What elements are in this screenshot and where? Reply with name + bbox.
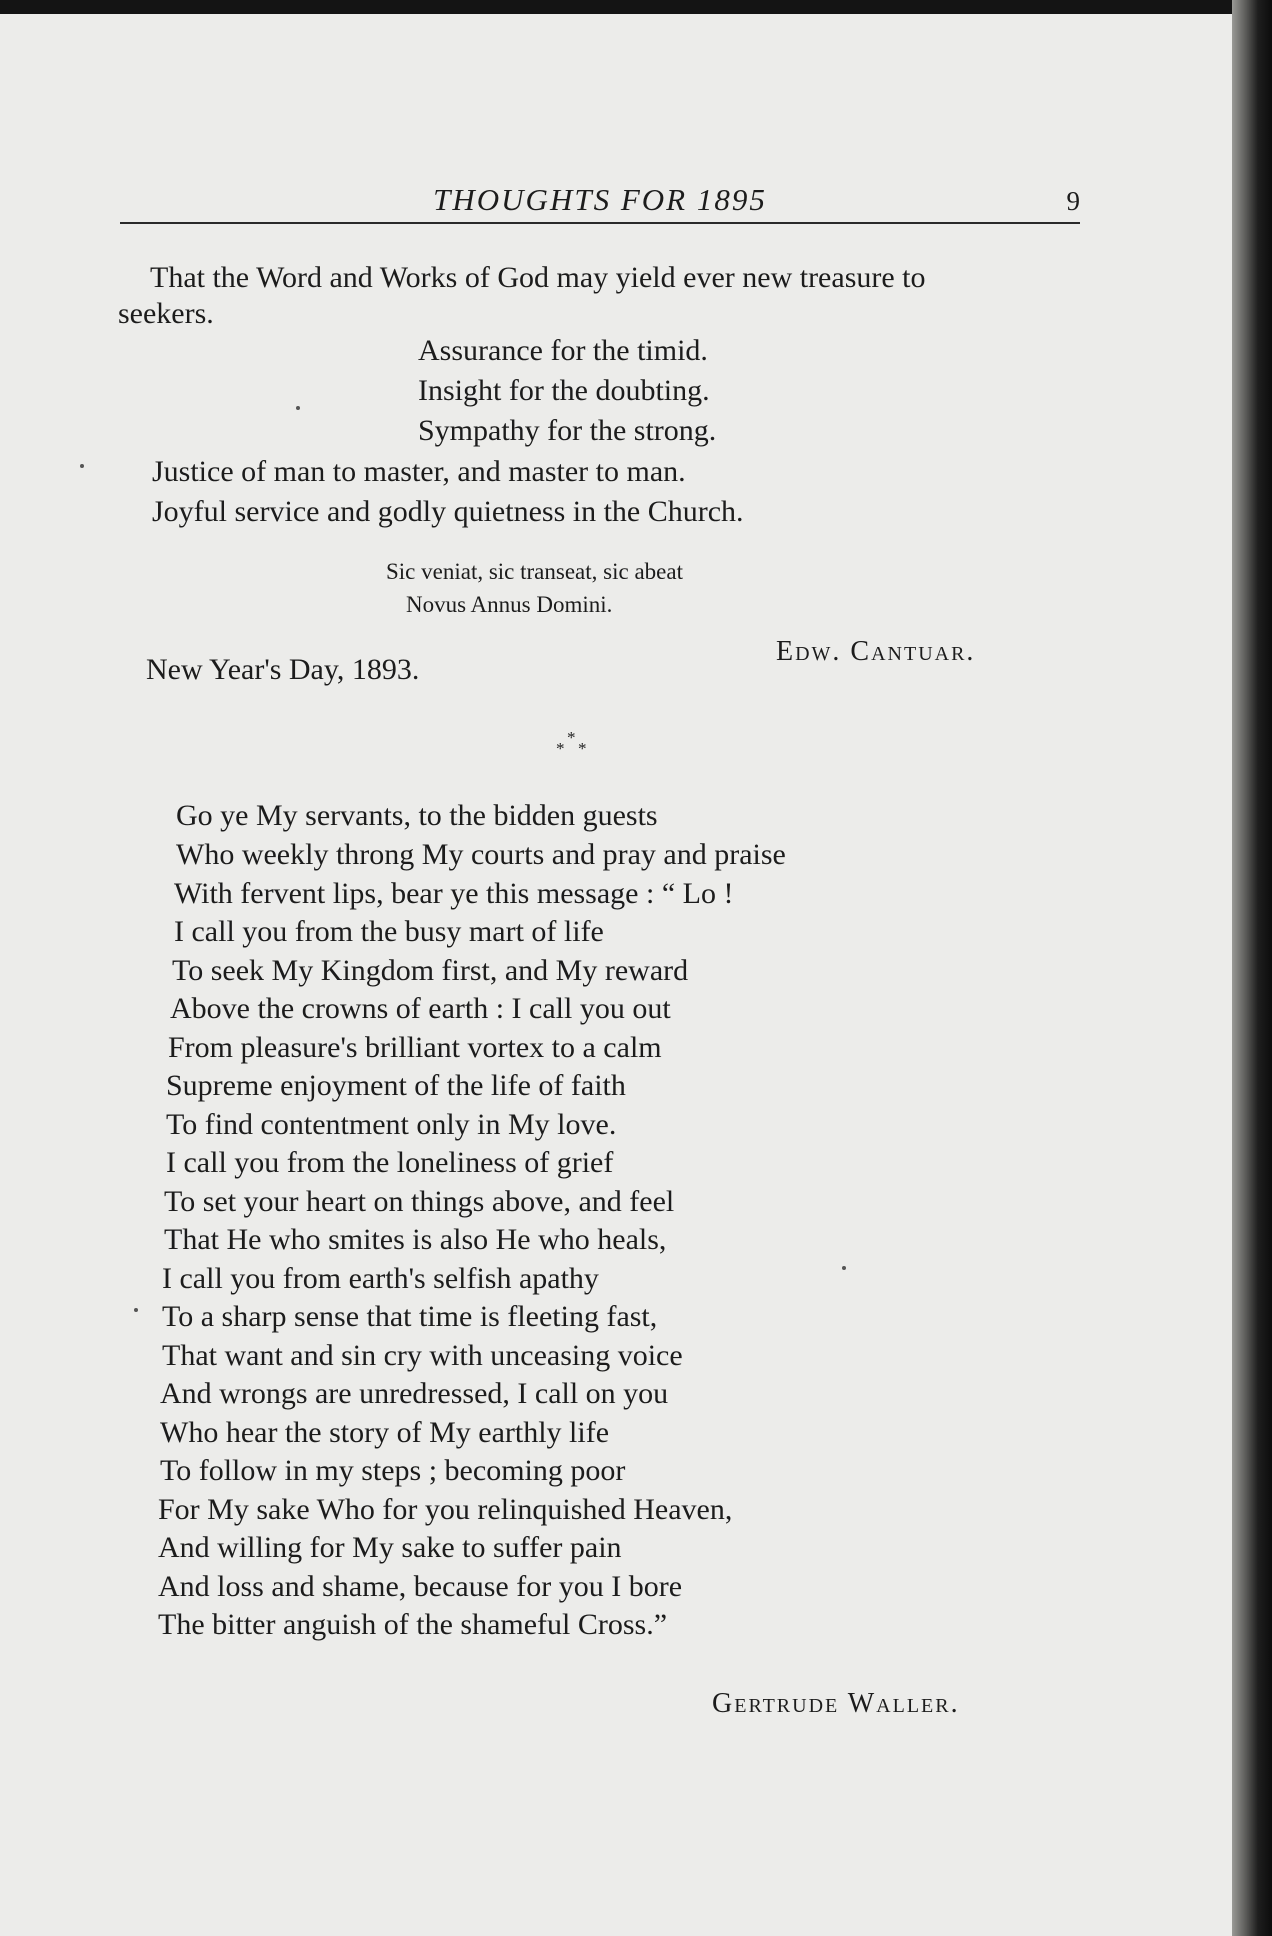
asterism-separator bbox=[552, 728, 596, 768]
poem-line: I call you from the busy mart of life bbox=[174, 915, 604, 948]
poem-line: To follow in my steps ; becoming poor bbox=[160, 1454, 626, 1487]
prayer-opening-line: That the Word and Works of God may yield ever new treasure to bbox=[150, 261, 926, 294]
asterism-star: * bbox=[578, 739, 587, 758]
poem-line: The bitter anguish of the shameful Cross.” bbox=[158, 1608, 668, 1641]
prayer-line: Justice of man to master, and master to man. bbox=[152, 455, 686, 488]
poem-line: Go ye My servants, to the bidden guests bbox=[176, 799, 658, 832]
poem-line: Supreme enjoyment of the life of faith bbox=[166, 1069, 626, 1102]
poem-line: And loss and shame, because for you I bore bbox=[158, 1570, 683, 1603]
poem-line: And wrongs are unredressed, I call on you bbox=[160, 1377, 669, 1410]
prayer-opening-continuation: seekers. bbox=[118, 297, 214, 330]
poem-line: Who weekly throng My courts and pray and praise bbox=[176, 838, 786, 871]
prayer-line: Joyful service and godly quietness in the Church. bbox=[152, 495, 744, 528]
book-spine-shadow bbox=[1232, 0, 1272, 1936]
prayer-line: Insight for the doubting. bbox=[418, 374, 710, 407]
print-speck bbox=[80, 464, 84, 468]
latin-motto-line: Sic veniat, sic transeat, sic abeat bbox=[386, 559, 683, 584]
asterism-star: * bbox=[556, 739, 565, 758]
page-number: 9 bbox=[1066, 186, 1080, 216]
poem-line: I call you from the loneliness of grief bbox=[166, 1146, 614, 1179]
poem-line: That want and sin cry with unceasing voice bbox=[162, 1339, 683, 1372]
latin-motto-line: Novus Annus Domini. bbox=[406, 592, 613, 617]
asterism-star: * bbox=[567, 728, 576, 747]
poem-line: With fervent lips, bear ye this message : “ Lo ! bbox=[174, 877, 734, 910]
poem-line: For My sake Who for you relinquished Heaven, bbox=[158, 1493, 733, 1526]
prayer-line: Assurance for the timid. bbox=[418, 334, 708, 367]
poem-line: To seek My Kingdom first, and My reward bbox=[172, 954, 689, 987]
prayer-line: Sympathy for the strong. bbox=[418, 414, 717, 447]
running-title: THOUGHTS FOR 1895 bbox=[433, 182, 767, 217]
header-rule bbox=[120, 222, 1080, 224]
print-speck bbox=[842, 1266, 846, 1270]
poem-line: To find contentment only in My love. bbox=[166, 1108, 617, 1141]
signature: Edw. Cantuar. bbox=[776, 636, 976, 667]
scan-top-edge bbox=[0, 0, 1272, 14]
poem-line: I call you from earth's selfish apathy bbox=[162, 1262, 599, 1295]
poem-line: That He who smites is also He who heals, bbox=[164, 1223, 667, 1256]
print-speck bbox=[134, 1308, 138, 1312]
poem-line: Who hear the story of My earthly life bbox=[160, 1416, 610, 1449]
prayer-date: New Year's Day, 1893. bbox=[146, 653, 420, 686]
poem-line: From pleasure's brilliant vortex to a calm bbox=[168, 1031, 662, 1064]
poem-line: To set your heart on things above, and feel bbox=[164, 1185, 675, 1218]
poem-line: And willing for My sake to suffer pain bbox=[158, 1531, 622, 1564]
page-header bbox=[120, 176, 1080, 226]
poem-line: Above the crowns of earth : I call you out bbox=[170, 992, 671, 1025]
print-speck bbox=[296, 406, 300, 410]
poem-line: To a sharp sense that time is fleeting fast, bbox=[162, 1300, 658, 1333]
poem-author: Gertrude Waller. bbox=[712, 1688, 960, 1719]
